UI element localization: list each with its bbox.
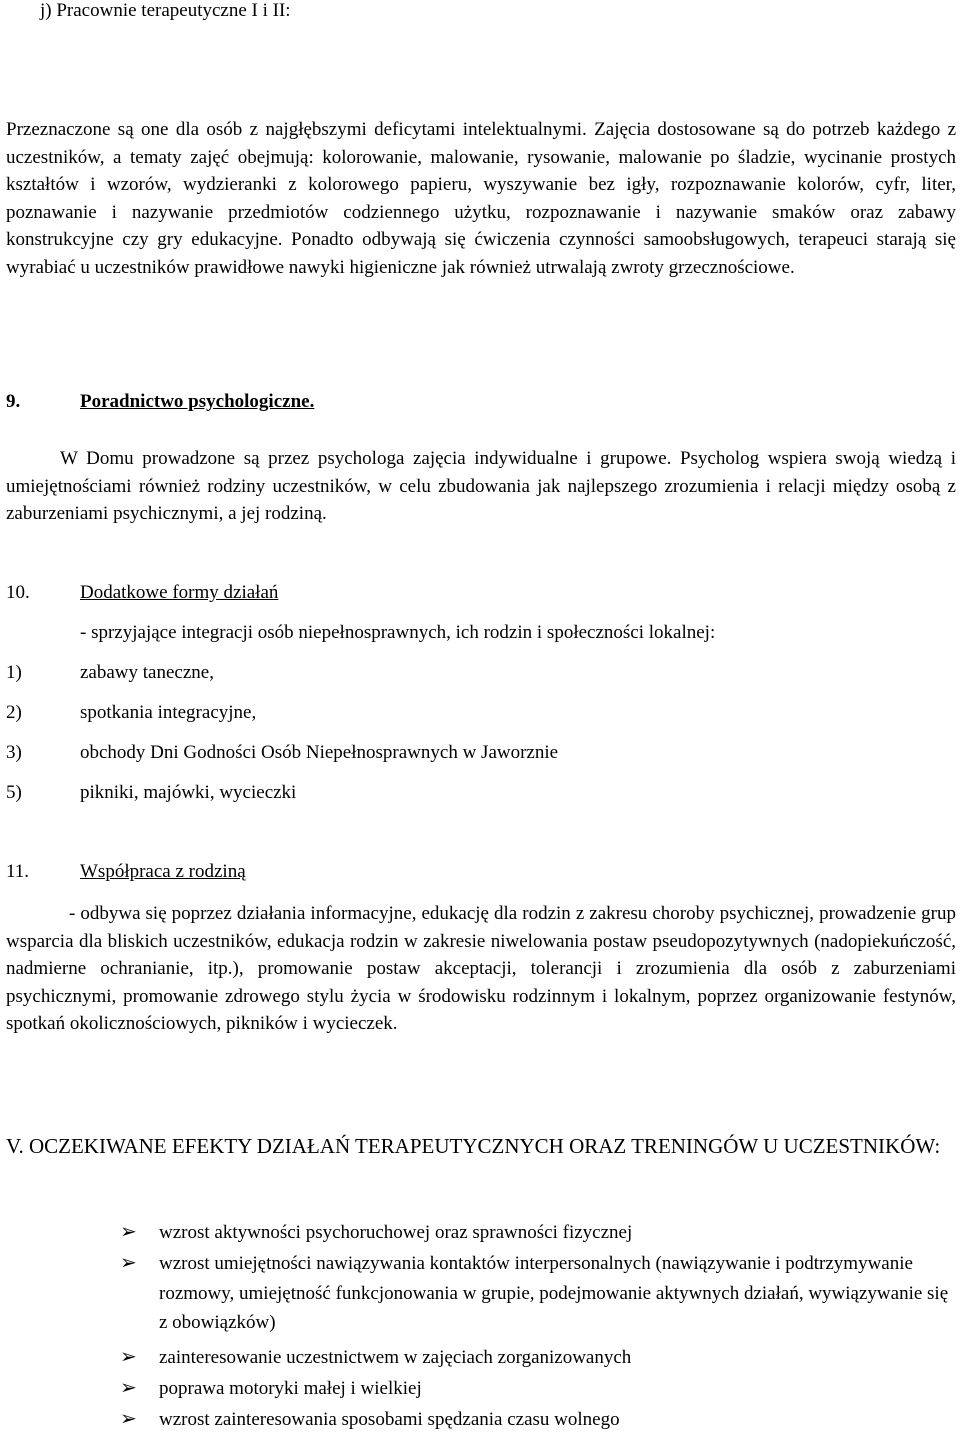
bullet-arrow-icon: ➢	[120, 1221, 137, 1243]
bullet-item: wzrost zainteresowania sposobami spędzania czasu wolnego	[159, 1409, 620, 1430]
list-item-text: spotkania integracyjne,	[80, 702, 257, 723]
list-item-text: pikniki, majówki, wycieczki	[80, 782, 297, 803]
bullet-arrow-icon: ➢	[120, 1346, 137, 1368]
bullet-arrow-icon: ➢	[120, 1377, 137, 1399]
section-10-number: 10.	[6, 582, 30, 603]
section-11-title: Współpraca z rodziną	[80, 861, 246, 882]
section-11-paragraph: - odbywa się poprzez działania informacyjne, edukację dla rodzin z zakresu choroby psychicznej, prowadzenie grup wsparcia dla bliskich uczestników, edukacja rodzin w zakresie niwelowania postaw pseudopozytywnych (nadopiekuńczość, nadmierne ochranianie, itp.), promowanie postaw akceptacji, tolerancji i zrozumienia dla osób z zaburzeniami psychicznymi, promowanie zdrowego stylu życia w środowisku rodzinnym i lokalnym, poprzez organizowanie festynów, spotkań okolicznościowych, pikników i wycieczek.	[6, 903, 956, 1034]
bullet-item: wzrost umiejętności nawiązywania kontaktów interpersonalnych (nawiązywanie i podtrzymywanie rozmowy, umiejętność funkcjonowania w grupie, podejmowanie aktywnych działań, wywiązywanie się z obowiązków)	[159, 1253, 949, 1333]
bullet-arrow-icon: ➢	[120, 1408, 137, 1430]
section-9-title: Poradnictwo psychologiczne.	[80, 391, 315, 412]
section-j-paragraph: Przeznaczone są one dla osób z najgłębszymi deficytami intelektualnymi. Zajęcia dostosowane są do potrzeb każdego z uczestników, a tematy zajęć obejmują: kolorowanie, malowanie, rysowanie, malowanie po śladzie, wycinanie prostych kształtów i wzorów, wydzieranki z kolorowego papieru, wyszywanie bez igły, rozpoznawanie kolorów, cyfr, liter, poznawanie i nazywanie przedmiotów codziennego użytku, rozpoznawanie i nazywanie smaków oraz zabawy konstrukcyjne czy gry edukacyjne. Ponadto odbywają się ćwiczenia czynności samoobsługowych, terapeuci starają się wyrabiać u uczestników prawidłowe nawyki higieniczne jak również utrwalają zwroty grzecznościowe.	[6, 119, 956, 278]
list-item-number: 5)	[6, 782, 22, 803]
section-10-intro: - sprzyjające integracji osób niepełnosprawnych, ich rodzin i społeczności lokalnej:	[80, 622, 716, 643]
section-v-heading: V. OCZEKIWANE EFEKTY DZIAŁAŃ TERAPEUTYCZNYCH ORAZ TRENINGÓW U UCZESTNIKÓW:	[6, 1134, 941, 1158]
section-j-heading: j) Pracownie terapeutyczne I i II:	[40, 0, 291, 21]
bullet-item: wzrost aktywności psychoruchowej oraz sprawności fizycznej	[159, 1222, 633, 1243]
list-item-text: obchody Dni Godności Osób Niepełnosprawnych w Jaworznie	[80, 742, 559, 763]
list-item-number: 2)	[6, 702, 22, 723]
section-10-title: Dodatkowe formy działań	[80, 582, 279, 603]
section-9-number: 9.	[6, 391, 21, 412]
section-9-paragraph: W Domu prowadzone są przez psychologa zajęcia indywidualne i grupowe. Psycholog wspiera swoją wiedzą i umiejętnościami również rodziny uczestników, w celu zbudowania jak najlepszego zrozumienia i relacji między osobą z zaburzeniami psychicznymi, a jej rodziną.	[6, 448, 956, 524]
list-item-number: 1)	[6, 662, 22, 683]
list-item-text: zabawy taneczne,	[80, 662, 214, 683]
section-11-number: 11.	[6, 861, 30, 882]
list-item-number: 3)	[6, 742, 22, 763]
bullet-item: poprawa motoryki małej i wielkiej	[159, 1378, 422, 1399]
bullet-item: zainteresowanie uczestnictwem w zajęciach zorganizowanych	[159, 1347, 632, 1368]
bullet-arrow-icon: ➢	[120, 1252, 137, 1274]
